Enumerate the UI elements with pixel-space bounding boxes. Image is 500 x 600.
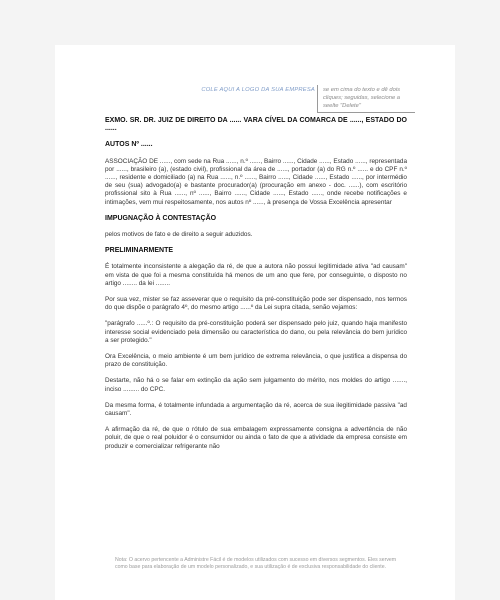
quote-paragraph: "parágrafo ......º.: O requisito da pré-constituição poderá ser dispensado pelo juiz, quando haja manifesto interesse social evidenciado pela dimensão ou característica do dano, ou pela relevância do bem jurídico a ser protegido." xyxy=(105,320,407,344)
preliminarmente-heading: PRELIMINARMENTE xyxy=(105,247,174,255)
instruction-note-line-1: se em cima do texto e dê dois xyxy=(323,87,401,93)
instruction-note-line-2: cliques; seguidas, selecione a xyxy=(323,95,401,101)
document-body xyxy=(105,117,407,459)
document-page xyxy=(55,45,455,600)
instruction-note xyxy=(317,85,415,113)
instruction-note-line-3: seelte "Delete" xyxy=(323,103,361,109)
paragraph-5: Destarte, não há o se falar em extinção da ação sem julgamento do mérito, nos moldes do artigo ......., inciso ......... do CPC. xyxy=(105,377,407,393)
paragraph-4: Ora Excelência, o meio ambiente é um bem jurídico de extrema relevância, o que justifica a dispensa do prazo de constituição. xyxy=(105,353,407,369)
paragraph-2: Por sua vez, mister se faz asseverar que o requisito da pré-constituição pode ser dispensado, nos termos do que dispõe o parágrafo 4º, do mesmo artigo ......º da Lei supra citada, senão vejamos: xyxy=(105,296,407,312)
addressee-heading: EXMO. SR. DR. JUIZ DE DIREITO DA ...... VARA CÍVEL DA COMARCA DE ......, ESTADO DO ...... xyxy=(105,117,407,133)
paragraph-7: A afirmação da ré, de que o rótulo de sua embalagem expressamente consigna a advertência de não poluir, de que o real poluidor é o consumidor ou ainda o fato de que a atividade da empresa consiste em produzir e comercializar refrigerante não xyxy=(105,426,407,450)
logo-placeholder: COLE AQUI A LOGO DA SUA EMPRESA xyxy=(201,87,315,93)
case-number-heading: AUTOS Nº ...... xyxy=(105,141,153,149)
motivos-paragraph: pelos motivos de fato e de direito a seguir aduzidos. xyxy=(105,231,253,239)
paragraph-1: É totalmente inconsistente a alegação da ré, de que a autora não possui legitimidade ativa "ad causam" em vista de que foi a mesma constituída há menos de um ano que fere, por conseguinte, o disposto no artigo ........ da lei ........ xyxy=(105,263,407,287)
paragraph-6: Da mesma forma, é totalmente infundada a argumentação da ré, acerca de sua ilegitimidade passiva "ad causam". xyxy=(105,401,407,418)
impugnacao-heading: IMPUGNAÇÃO À CONTESTAÇÃO xyxy=(105,214,217,222)
footer-note: Nota: O acervo pertencente a Administre Fácil é de modelos utilizados com sucesso em diversos segmentos. Eles servem como base para elaboração de um modelo personalizado, e sua utilização é de exclusiva responsabilidade do cliente. xyxy=(115,557,397,570)
intro-paragraph: ASSOCIAÇÃO DE ......, com sede na Rua ......, n.º ......, Bairro ......, Cidade ......, Estado ......, representada por ......, brasileiro (a), (estado civil), profissional da área de ......, portador (a) do RG n.º ...... e do CPF n.º ......, residente e domiciliado (a) na Rua ......, n.º ......, Bairro ......, Cidade ......, Estado ......, por intermédio de seu (sua) advogado(a) e bastante procurador(a) (procuração em anexo - doc. ......), com escritório profissional sito à Rua ......, nº ......, Bairro ......, Cidade ......, Estado ......, onde recebe notificações e intimações, vem mui respeitosamente, nos autos nº ......, à presença de Vossa Excelência apresentar xyxy=(105,157,407,206)
